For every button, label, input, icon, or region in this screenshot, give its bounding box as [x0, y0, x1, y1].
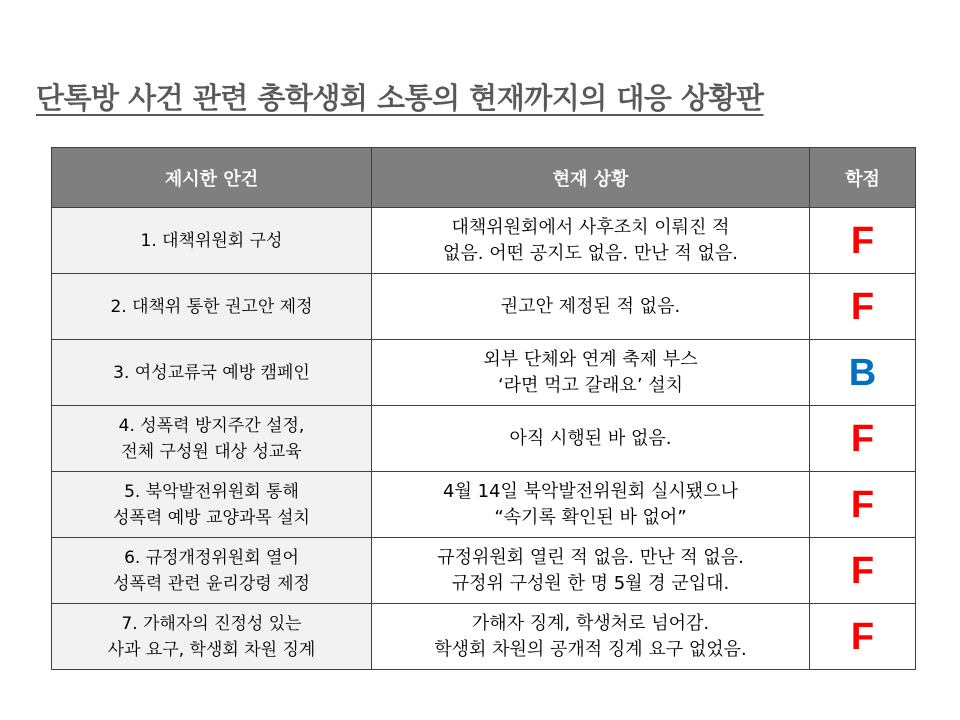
agenda-text: 7. 가해자의 진정성 있는	[121, 613, 302, 634]
status-text: 규정위 구성원 한 명 5월 경 군입대.	[451, 572, 730, 594]
agenda-text: 전체 구성원 대상 성교육	[121, 441, 302, 462]
status-text: 규정위원회 열린 적 없음. 만난 적 없음.	[437, 546, 744, 568]
agenda-text: 사과 요구, 학생회 차원 징계	[107, 639, 316, 660]
agenda-text: 성폭력 예방 교양과목 설치	[113, 507, 310, 528]
header-agenda: 제시한 안건	[52, 148, 372, 208]
table-row	[52, 538, 916, 604]
table-row	[52, 208, 916, 274]
header-grade: 학점	[810, 148, 916, 208]
grade-cell	[810, 604, 916, 670]
agenda-cell	[52, 604, 372, 670]
grade-letter: F	[850, 417, 875, 460]
status-text: 가해자 징계, 학생처로 넘어감.	[471, 612, 710, 634]
table-row	[52, 406, 916, 472]
status-text: 외부 단체와 연계 축제 부스	[483, 348, 698, 370]
grade-cell	[810, 274, 916, 340]
grade-letter: B	[848, 351, 877, 394]
status-text: 4월 14일 북악발전위원회 실시됐으나	[443, 480, 738, 502]
agenda-cell	[52, 340, 372, 406]
agenda-text: 1. 대책위원회 구성	[140, 230, 283, 251]
agenda-cell	[52, 208, 372, 274]
grade-cell	[810, 538, 916, 604]
status-cell	[372, 604, 810, 670]
agenda-cell	[52, 538, 372, 604]
table-row	[52, 340, 916, 406]
table-row	[52, 472, 916, 538]
status-cell	[372, 538, 810, 604]
grade-letter: F	[850, 549, 875, 592]
grade-letter: F	[850, 483, 875, 526]
grade-cell	[810, 472, 916, 538]
status-cell	[372, 472, 810, 538]
agenda-cell	[52, 472, 372, 538]
status-table	[51, 147, 916, 670]
table-body	[52, 208, 916, 670]
status-cell	[372, 406, 810, 472]
table-header-row	[52, 148, 916, 208]
status-text: 권고안 제정된 적 없음.	[500, 295, 681, 317]
grade-letter: F	[850, 615, 875, 658]
grade-cell	[810, 406, 916, 472]
grade-cell	[810, 340, 916, 406]
status-cell	[372, 208, 810, 274]
agenda-cell	[52, 406, 372, 472]
status-text: 대책위원회에서 사후조치 이뤄진 적	[451, 216, 730, 238]
grade-letter: F	[850, 219, 875, 262]
grade-letter: F	[850, 285, 875, 328]
agenda-text: 6. 규정개정위원회 열어	[124, 547, 299, 568]
page-title: 단톡방 사건 관련 총학생회 소통의 현재까지의 대응 상황판	[36, 81, 764, 115]
status-cell	[372, 340, 810, 406]
status-text: 학생회 차원의 공개적 징계 요구 없었음.	[434, 638, 747, 660]
table-row	[52, 604, 916, 670]
agenda-text: 5. 북악발전위원회 통해	[124, 481, 299, 502]
agenda-cell	[52, 274, 372, 340]
status-text: 없음. 어떤 공지도 없음. 만난 적 없음.	[443, 242, 738, 264]
agenda-text: 3. 여성교류국 예방 캠페인	[113, 362, 310, 383]
status-cell	[372, 274, 810, 340]
status-text: “속기록 확인된 바 없어”	[494, 506, 687, 528]
table-row	[52, 274, 916, 340]
status-text: ‘라면 먹고 갈래요’ 설치	[497, 374, 684, 396]
agenda-text: 4. 성폭력 방지주간 설정,	[118, 415, 305, 436]
agenda-text: 성폭력 관련 윤리강령 제정	[113, 573, 310, 594]
agenda-text: 2. 대책위 통한 권고안 제정	[110, 296, 313, 317]
grade-cell	[810, 208, 916, 274]
status-text: 아직 시행된 바 없음.	[509, 427, 672, 449]
header-status: 현재 상황	[372, 148, 810, 208]
